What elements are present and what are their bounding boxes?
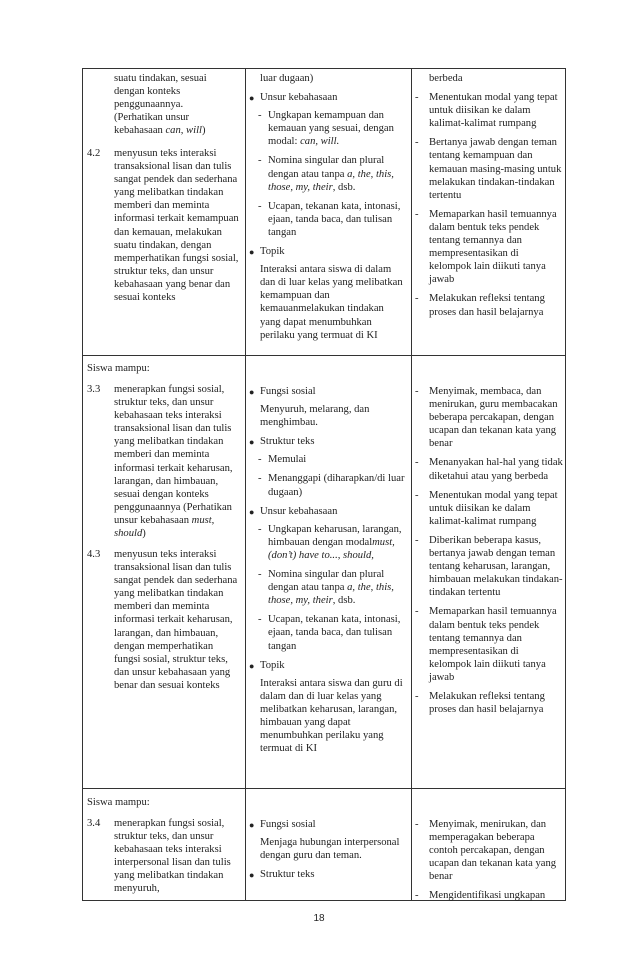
sub-text xyxy=(268,154,405,193)
activity-item xyxy=(415,690,563,716)
dash-icon: - xyxy=(415,489,419,501)
activity-text: Melakukan refleksi tentang proses dan hasil belajarnya xyxy=(429,690,545,716)
sub-text: Ucapan, tekanan kata, intonasi, ejaan, tanda baca, dan tulisan tangan xyxy=(268,200,401,238)
kd-text: menyusun teks interaksi transaksional lisan dan tulis sangat pendek dan sederhana yang melibatkan tindakan memberi dan meminta informasi terkait keharusan, larangan, dan himbauan, dengan memperhatikan fungsi sosial, struktur teks, dan unsur kebahasaan yang benar dan sesuai konteks xyxy=(114,549,238,691)
kd-4-2 xyxy=(87,147,239,304)
text-line: suatu tindakan, sesuai xyxy=(114,73,207,84)
sub-text: Memulai xyxy=(268,454,307,466)
text-line: penggunaannya. xyxy=(114,99,184,111)
bullet-topik xyxy=(249,659,405,673)
kd-text: menyusun teks interaksi transaksional lisan dan tulis sangat pendek dan sederhana yang melibatkan tindakan memberi dan meminta informasi terkait kemampuan dan kemauan, melakukan suatu tindakan, dengan memperhatikan fungsi sosial, struktur teks, dan unsur kebahasaan yang benar dan sesuai konteks xyxy=(114,148,239,304)
dash-icon: - xyxy=(415,137,419,149)
bullet-unsur-kebahasaan xyxy=(249,91,405,105)
italic-text: can, will. xyxy=(300,136,340,148)
italic-text: a, the, this, those, my, their xyxy=(268,168,394,193)
dash-icon: - xyxy=(415,819,419,830)
dash-icon: - xyxy=(415,293,419,305)
text-span: , dsb. xyxy=(332,595,356,607)
activity-item xyxy=(415,208,563,287)
activity-item xyxy=(415,818,563,883)
kd-3-4 xyxy=(87,817,239,896)
dash-icon: - xyxy=(258,569,262,581)
text-span: menerapkan fungsi sosial, struktur teks, dan unsur kebahasaan teks interaksi transaksional lisan dan tulis yang melibatkan tindakan memberi dan meminta informasi terkait keharusan, larangan, dan himbauan, sesuai dengan konteks penggunaannya (Perhatikan unsur kebahasaan xyxy=(114,384,233,526)
bullet-text: Fungsi sosial xyxy=(260,819,316,830)
bullet-text: Topik xyxy=(260,659,285,671)
kd-number: 4.3 xyxy=(87,549,101,560)
dash-icon: - xyxy=(415,690,419,702)
text-line: luar dugaan) xyxy=(260,73,314,84)
page-number: 18 xyxy=(313,913,325,924)
italic-text: a, the, this, those, my, their xyxy=(268,582,394,607)
bullet-icon: ● xyxy=(249,870,255,881)
text-line: (Perhatikan unsur xyxy=(114,112,190,124)
topik-text: Interaksi antara siswa di dalam dan di luar kelas yang melibatkan kemampuan dan kemauanmelakukan tindakan yang dapat menumbuhkan perilaku yang termuat di KI xyxy=(260,264,403,341)
text-span: kebahasaan xyxy=(114,125,166,137)
row-divider-1 xyxy=(83,355,565,356)
bullet-text: Fungsi sosial xyxy=(260,386,316,397)
topik-text: Interaksi antara siswa dan guru di dalam dan di luar kelas yang melibatkan keharusan, larangan, himbauan yang dapat menumbuhkan perilaku yang termuat di KI xyxy=(260,677,403,755)
bullet-icon: ● xyxy=(249,387,255,397)
bullet-struktur-teks xyxy=(249,868,405,882)
dash-icon: - xyxy=(258,473,262,485)
activity-text: Melakukan refleksi tentang proses dan hasil belajarnya xyxy=(429,293,545,318)
kd-number: 3.3 xyxy=(87,384,101,395)
bullet-icon: ● xyxy=(249,93,255,104)
bullet-text: Unsur kebahasaan xyxy=(260,505,338,517)
sub-text xyxy=(268,109,405,148)
activity-text: Diberikan beberapa kasus, bertanya jawab dengan teman tentang keharusan, larangan, himbauan melakukan tindakan-tindakan tertentu xyxy=(429,534,563,599)
sub-item xyxy=(258,613,405,652)
dash-icon: - xyxy=(258,110,262,122)
activity-text: Menyimak, membaca, dan menirukan, guru membacakan beberapa percakapan, dengan ucapan dan tekanan kata yang benar xyxy=(429,386,558,450)
dash-icon: - xyxy=(415,457,419,469)
fungsi-text: Menjaga hubungan interpersonal dengan guru dan teman. xyxy=(260,837,400,862)
bullet-struktur-teks xyxy=(249,435,405,449)
column-divider-2 xyxy=(411,69,412,900)
text-span: , dsb. xyxy=(332,181,356,193)
text-span: ) xyxy=(142,528,146,540)
activity-text: Mengidentifikasi ungkapan xyxy=(429,890,546,902)
siswa-mampu-label: Siswa mampu: xyxy=(87,797,150,808)
dash-icon: - xyxy=(415,890,419,902)
activity-text: Menanyakan hal-hal yang tidak diketahui atau yang berbeda xyxy=(429,457,563,482)
dash-icon: - xyxy=(258,200,262,212)
bullet-icon: ● xyxy=(249,820,255,830)
activity-item xyxy=(415,456,563,482)
dash-icon: - xyxy=(258,155,262,167)
sub-text xyxy=(268,523,405,562)
italic-text: must, should xyxy=(114,514,215,540)
activity-item xyxy=(415,889,563,902)
bullet-fungsi-sosial xyxy=(249,385,405,399)
dash-icon: - xyxy=(258,454,262,466)
sub-item xyxy=(258,200,405,239)
text-span: Ungkapan keharusan, larangan, himbauan dengan modal xyxy=(268,523,402,548)
activity-text: Menentukan modal yang tepat untuk diisikan ke dalam kalimat-kalimat rumpang xyxy=(429,489,558,527)
dash-icon: - xyxy=(415,208,419,220)
sub-item xyxy=(258,154,405,193)
text-line: berbeda xyxy=(429,73,463,84)
bullet-fungsi-sosial xyxy=(249,818,405,832)
dash-icon: - xyxy=(415,92,419,104)
activity-text: Menentukan modal yang tepat untuk diisikan ke dalam kalimat-kalimat rumpang xyxy=(429,92,558,130)
text-span: ) xyxy=(201,125,206,137)
siswa-mampu-label: Siswa mampu: xyxy=(87,363,150,374)
activity-text: Memaparkan hasil temuannya dalam bentuk teks pendek tentang temannya dan mempresentasikan di kelompok lain diikuti tanya jawab xyxy=(429,208,557,286)
column-divider-1 xyxy=(245,69,246,900)
fungsi-text: Menyuruh, melarang, dan menghimbau. xyxy=(260,404,370,429)
text-span: Nomina singular dan plural dengan atau tanpa xyxy=(268,155,385,180)
kd-4-3 xyxy=(87,548,239,692)
activity-item xyxy=(415,534,563,599)
activity-item xyxy=(415,385,563,450)
row2-materi xyxy=(249,385,405,761)
activity-item xyxy=(415,91,563,130)
dash-icon: - xyxy=(415,386,419,397)
bullet-icon: ● xyxy=(249,437,255,448)
activity-item xyxy=(415,136,563,201)
activity-item xyxy=(415,292,563,318)
activity-text: Memaparkan hasil temuannya dalam bentuk teks pendek tentang temannya dan mempresentasikan di kelompok lain diikuti tanya jawab xyxy=(429,606,557,683)
sub-item xyxy=(258,523,405,562)
activity-item xyxy=(415,489,563,528)
italic-text: can, will xyxy=(165,125,202,137)
row1-pembelajaran xyxy=(415,72,563,325)
dash-icon: - xyxy=(415,606,419,618)
sub-text: Ucapan, tekanan kata, intonasi, ejaan, tanda baca, dan tulisan tangan xyxy=(268,614,401,652)
sub-text xyxy=(268,568,405,607)
bullet-text: Unsur kebahasaan xyxy=(260,92,338,104)
activity-text: Menyimak, menirukan, dan memperagakan beberapa contoh percakapan, dengan ucapan dan tekanan kata yang benar xyxy=(429,819,557,883)
text-line xyxy=(114,124,239,137)
bullet-text: Struktur teks xyxy=(260,436,315,448)
bullet-text: Topik xyxy=(260,246,285,258)
activity-item xyxy=(415,605,563,684)
sub-item xyxy=(258,109,405,148)
text-line: dengan konteks xyxy=(114,86,181,98)
sub-item xyxy=(258,568,405,607)
bullet-icon: ● xyxy=(249,247,255,258)
dash-icon: - xyxy=(258,614,262,626)
dash-icon: - xyxy=(415,534,419,546)
activity-text: Bertanya jawab dengan teman tentang kemampuan dan kemauan masing-masing untuk melakukan tindakan-tindakan tertentu xyxy=(429,137,562,201)
row3-pembelajaran xyxy=(415,818,563,909)
row-divider-2 xyxy=(83,788,565,789)
kd-text xyxy=(114,383,239,540)
row3-materi xyxy=(249,818,405,886)
row1-kd-continuation xyxy=(87,72,239,137)
row2-pembelajaran xyxy=(415,385,563,722)
italic-text: must, (don’t) have to..., should, xyxy=(268,536,395,561)
bullet-icon: ● xyxy=(249,660,255,671)
sub-item xyxy=(258,472,405,498)
text-span: Nomina singular dan plural dengan atau tanpa xyxy=(268,569,385,594)
dash-icon: - xyxy=(258,523,262,535)
bullet-icon: ● xyxy=(249,506,255,517)
text-span: Ungkapan kemampuan dan kemauan yang sesuai, dengan modal: xyxy=(268,110,394,148)
syllabus-table xyxy=(82,68,566,901)
bullet-topik xyxy=(249,245,405,259)
kd-number: 3.4 xyxy=(87,818,101,829)
kd-text: menerapkan fungsi sosial, struktur teks, dan unsur kebahasaan teks interaksi interpersonal lisan dan tulis yang melibatkan tindakan menyuruh, xyxy=(114,818,231,895)
row1-materi xyxy=(249,72,405,348)
bullet-unsur-kebahasaan xyxy=(249,505,405,519)
sub-text: Menanggapi (diharapkan/di luar dugaan) xyxy=(268,473,405,498)
kd-3-3 xyxy=(87,383,239,540)
kd-number: 4.2 xyxy=(87,148,101,159)
bullet-text: Struktur teks xyxy=(260,869,315,881)
sub-item xyxy=(258,453,405,466)
